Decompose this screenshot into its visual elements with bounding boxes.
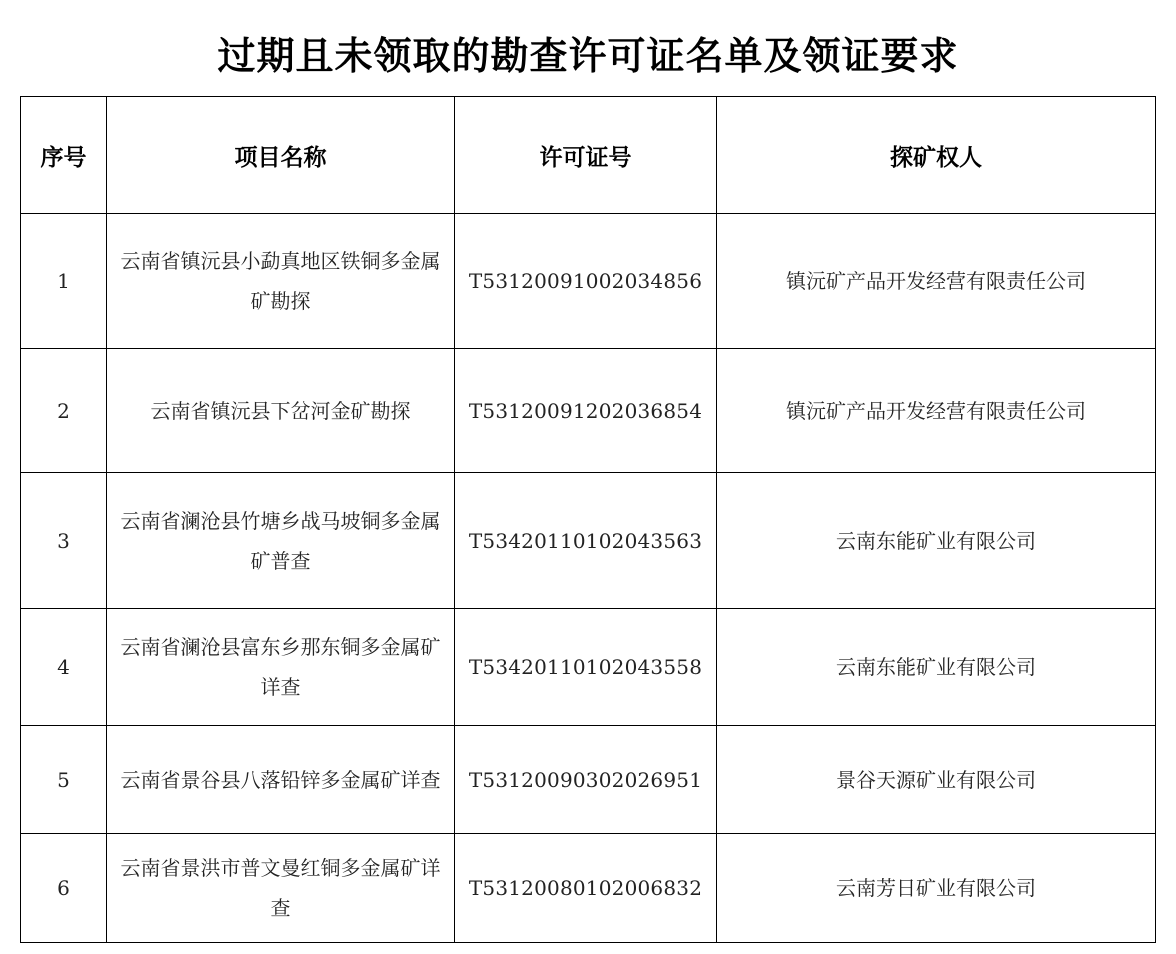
holder-name: 云南东能矿业有限公司 (717, 473, 1156, 609)
column-header-project-name: 项目名称 (107, 97, 455, 214)
column-header-number: 序号 (21, 97, 107, 214)
project-name: 云南省镇沅县小勐真地区铁铜多金属矿勘探 (107, 214, 455, 349)
table-row (21, 473, 1156, 609)
holder-name: 镇沅矿产品开发经营有限责任公司 (717, 349, 1156, 473)
project-name: 云南省景谷县八落铅锌多金属矿详查 (107, 726, 455, 834)
permit-number: T53420110102043563 (455, 473, 717, 609)
project-name: 云南省澜沧县竹塘乡战马坡铜多金属矿普查 (107, 473, 455, 609)
row-number: 2 (21, 349, 107, 473)
row-number: 3 (21, 473, 107, 609)
permit-table (20, 96, 1156, 943)
holder-name: 云南芳日矿业有限公司 (717, 834, 1156, 943)
page-title: 过期且未领取的勘查许可证名单及领证要求 (217, 34, 959, 78)
permit-number: T53120091202036854 (455, 349, 717, 473)
row-number: 6 (21, 834, 107, 943)
table-row (21, 834, 1156, 943)
holder-name: 云南东能矿业有限公司 (717, 609, 1156, 726)
table-row (21, 609, 1156, 726)
holder-name: 镇沅矿产品开发经营有限责任公司 (717, 214, 1156, 349)
row-number: 1 (21, 214, 107, 349)
project-name: 云南省景洪市普文曼红铜多金属矿详查 (107, 834, 455, 943)
row-number: 5 (21, 726, 107, 834)
table-row (21, 349, 1156, 473)
permit-number: T53120091002034856 (455, 214, 717, 349)
row-number: 4 (21, 609, 107, 726)
project-name: 云南省澜沧县富东乡那东铜多金属矿详查 (107, 609, 455, 726)
table-row (21, 214, 1156, 349)
column-header-holder: 探矿权人 (717, 97, 1156, 214)
table-row (21, 726, 1156, 834)
project-name: 云南省镇沅县下岔河金矿勘探 (107, 349, 455, 473)
permit-number: T53120080102006832 (455, 834, 717, 943)
table-header-row (21, 97, 1156, 214)
holder-name: 景谷天源矿业有限公司 (717, 726, 1156, 834)
permit-number: T53420110102043558 (455, 609, 717, 726)
column-header-permit-number: 许可证号 (455, 97, 717, 214)
permit-number: T53120090302026951 (455, 726, 717, 834)
